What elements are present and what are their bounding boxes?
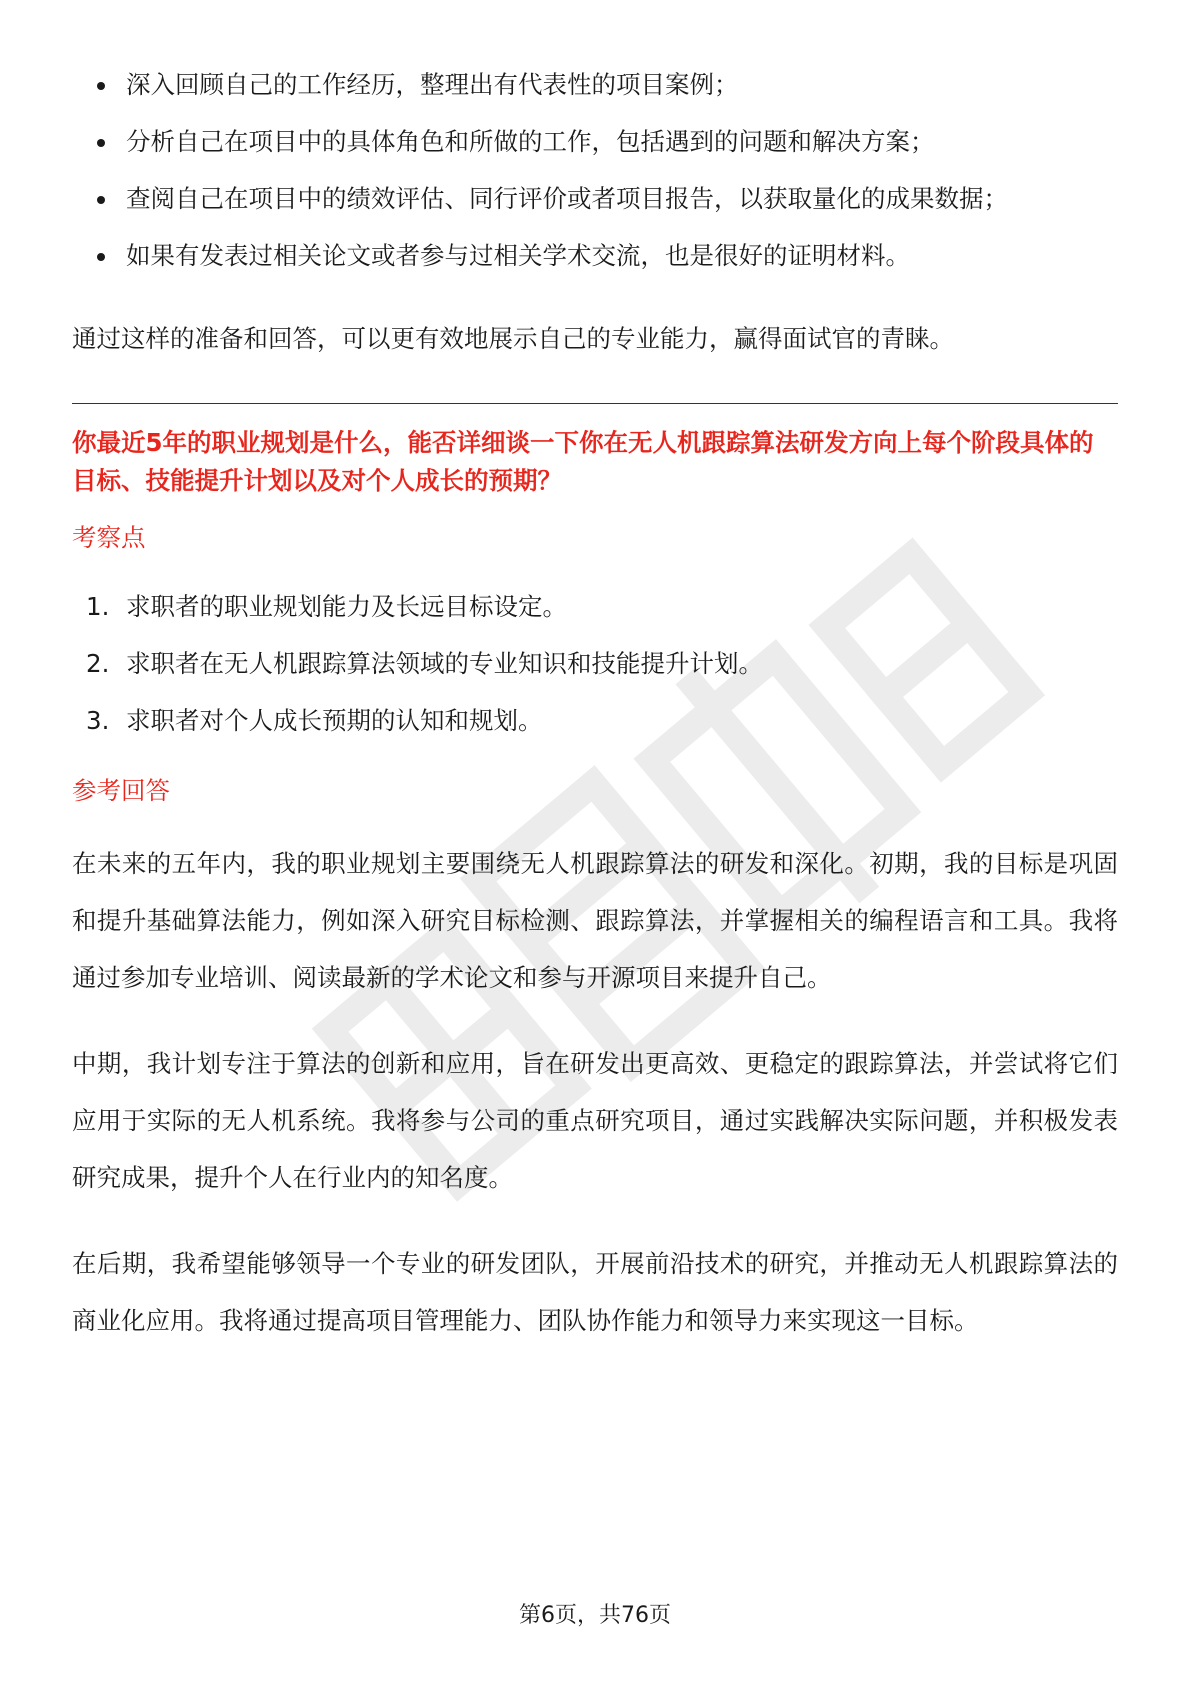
question-heading: 你最近5年的职业规划是什么，能否详细谈一下你在无人机跟踪算法研发方向上每个阶段具体的目标、技能提升计划以及对个人成长的预期？ [72, 428, 1094, 495]
point-text: 求职者对个人成长预期的认知和规划。 [126, 706, 543, 735]
bullet-dot-icon [97, 82, 105, 90]
bullet-item [72, 227, 1118, 284]
point-number: 1. [86, 592, 110, 621]
section-divider [72, 403, 1118, 404]
point-number: 3. [86, 706, 110, 735]
page-content [72, 56, 1118, 1349]
answer-paragraph: 中期，我计划专注于算法的创新和应用，旨在研发出更高效、更稳定的跟踪算法，并尝试将它们应用于实际的无人机系统。我将参与公司的重点研究项目，通过实践解决实际问题，并积极发表研究成果，提升个人在行业内的知名度。 [72, 1049, 1118, 1192]
point-number: 2. [86, 649, 110, 678]
top-bullet-list [72, 56, 1118, 284]
kaocha-point [72, 692, 1118, 749]
bullet-text: 深入回顾自己的工作经历，整理出有代表性的项目案例； [126, 70, 739, 99]
bullet-text: 查阅自己在项目中的绩效评估、同行评价或者项目报告，以获取量化的成果数据； [126, 184, 1008, 213]
kaocha-heading: 考察点 [72, 523, 146, 552]
answer-paragraph: 在未来的五年内，我的职业规划主要围绕无人机跟踪算法的研发和深化。初期，我的目标是巩固和提升基础算法能力，例如深入研究目标检测、跟踪算法，并掌握相关的编程语言和工具。我将通过参加专业培训、阅读最新的学术论文和参与开源项目来提升自己。 [72, 849, 1118, 992]
bullet-dot-icon [97, 196, 105, 204]
bullet-dot-icon [97, 139, 105, 147]
bullet-text: 分析自己在项目中的具体角色和所做的工作，包括遇到的问题和解决方案； [126, 127, 935, 156]
kaocha-point-list [72, 578, 1118, 749]
answer-heading: 参考回答 [72, 776, 170, 805]
point-text: 求职者在无人机跟踪算法领域的专业知识和技能提升计划。 [126, 649, 763, 678]
bullet-text: 如果有发表过相关论文或者参与过相关学术交流，也是很好的证明材料。 [126, 241, 910, 270]
page-footer: 第6页，共76页 [519, 1603, 671, 1628]
bullet-item [72, 113, 1118, 170]
bullet-item [72, 56, 1118, 113]
bullet-dot-icon [97, 253, 105, 261]
summary-paragraph: 通过这样的准备和回答，可以更有效地展示自己的专业能力，赢得面试官的青睐。 [72, 324, 954, 353]
answer-paragraph: 在后期，我希望能够领导一个专业的研发团队，开展前沿技术的研究，并推动无人机跟踪算法的商业化应用。我将通过提高项目管理能力、团队协作能力和领导力来实现这一目标。 [72, 1249, 1118, 1335]
point-text: 求职者的职业规划能力及长远目标设定。 [126, 592, 567, 621]
kaocha-point [72, 635, 1118, 692]
kaocha-point [72, 578, 1118, 635]
bullet-item [72, 170, 1118, 227]
